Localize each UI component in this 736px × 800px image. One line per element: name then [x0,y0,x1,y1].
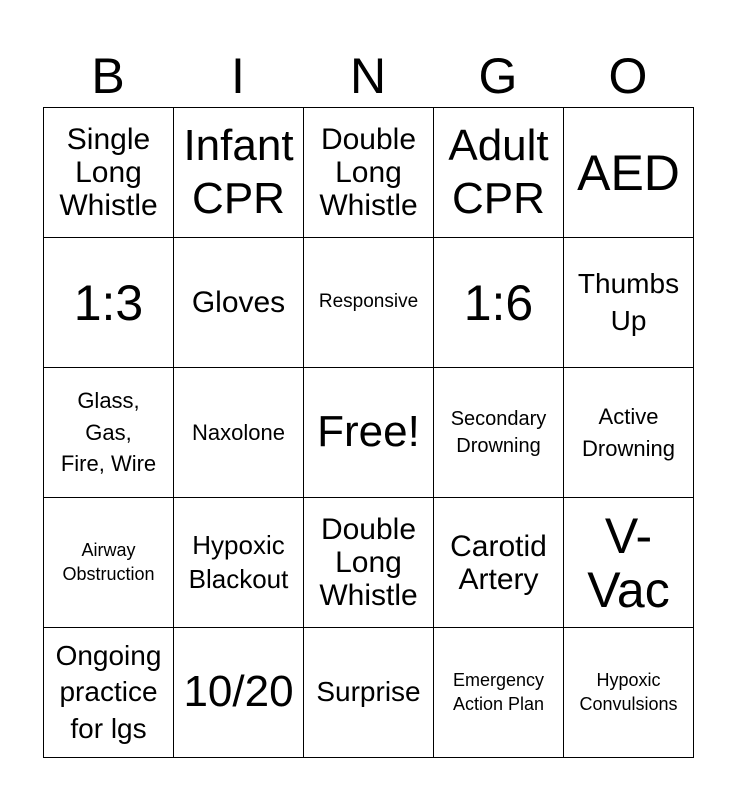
bingo-cell[interactable]: Thumbs Up [564,238,694,368]
bingo-cell[interactable]: Hypoxic Convulsions [564,628,694,758]
bingo-cell[interactable]: Carotid Artery [434,498,564,628]
bingo-cell[interactable]: Infant CPR [174,108,304,238]
bingo-cell[interactable]: Surprise [304,628,434,758]
header-letter-i: I [231,48,245,104]
bingo-cell[interactable]: Ongoing practice for lgs [44,628,174,758]
bingo-cell[interactable]: Naxolone [174,368,304,498]
bingo-cell[interactable]: AED [564,108,694,238]
header-letter-o: O [608,48,648,104]
header-letter-b: B [91,48,125,104]
bingo-cell[interactable]: V- Vac [564,498,694,628]
bingo-cell[interactable]: Airway Obstruction [44,498,174,628]
bingo-cell[interactable]: Double Long Whistle [304,498,434,628]
bingo-header [43,44,693,108]
bingo-cell[interactable]: 1:3 [44,238,174,368]
bingo-cell[interactable]: Double Long Whistle [304,108,434,238]
bingo-cell[interactable]: Glass, Gas, Fire, Wire [44,368,174,498]
bingo-cell[interactable]: Emergency Action Plan [434,628,564,758]
free-space-cell[interactable]: Free! [304,368,434,498]
bingo-cell[interactable]: Secondary Drowning [434,368,564,498]
bingo-cell[interactable]: Single Long Whistle [44,108,174,238]
header-letter-g: G [478,48,518,104]
bingo-cell[interactable]: 1:6 [434,238,564,368]
bingo-board [43,107,694,758]
header-letter-n: N [349,48,387,104]
bingo-cell[interactable]: Adult CPR [434,108,564,238]
bingo-cell[interactable]: Active Drowning [564,368,694,498]
bingo-cell[interactable]: 10/20 [174,628,304,758]
bingo-cell[interactable]: Responsive [304,238,434,368]
bingo-cell[interactable]: Hypoxic Blackout [174,498,304,628]
bingo-cell[interactable]: Gloves [174,238,304,368]
